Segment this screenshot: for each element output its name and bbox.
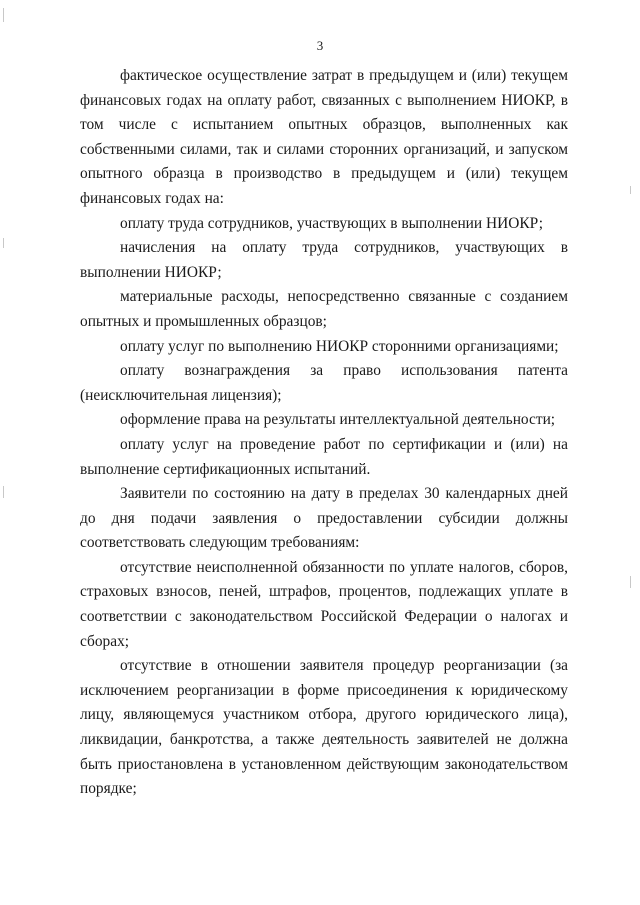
paragraph-staff-salary: оплату труда сотрудников, участвующих в выполнении НИОКР; <box>120 214 544 232</box>
paragraph-applicant-requirements: Заявители по состоянию на дату в пределах 30 календарных дней до дня подачи заявления о предоставлении субсидии должны соответствовать следующим требованиям: <box>80 485 568 552</box>
page-number: 3 <box>316 38 324 53</box>
left-edge-mark <box>3 486 4 498</box>
right-edge-mark <box>630 576 631 588</box>
document-body <box>80 64 568 802</box>
right-edge-mark <box>630 186 631 194</box>
paragraph-ip-registration: оформление права на результаты интеллектуальной деятельности; <box>120 411 556 429</box>
paragraph-no-reorganization: отсутствие в отношении заявителя процедур реорганизации (за исключением реорганизации в форме присоединения к юридическому лицу, являющемуся участником отбора, другого юридического лица), ликвидации, банкротства, а также деятельность заявителей не должна быть приостановлена в установленном действующим законодательством порядке; <box>80 657 568 798</box>
paragraph-third-party-services: оплату услуг по выполнению НИОКР сторонними организациями; <box>120 337 559 355</box>
paragraph-no-tax-debt: отсутствие неисполненной обязанности по уплате налогов, сборов, страховых взносов, пеней, штрафов, процентов, подлежащих уплате в соответствии с законодательством Российской Федерации о налогах и сборах; <box>80 558 568 650</box>
paragraph-material-costs: материальные расходы, непосредственно связанные с созданием опытных и промышленных образцов; <box>80 288 568 330</box>
paragraph-salary-charges: начисления на оплату труда сотрудников, участвующих в выполнении НИОКР; <box>80 239 568 281</box>
left-edge-mark <box>3 238 4 248</box>
paragraph-expenses-intro: фактическое осуществление затрат в предыдущем и (или) текущем финансовых годах на оплату работ, связанных с выполнением НИОКР, в том числе с испытанием опытных образцов, выполненных как собственными силами, так и силами сторонних организаций, и запуском опытного образца в производство в предыдущем и (или) текущем финансовых годах на: <box>80 67 568 207</box>
left-edge-mark <box>3 8 4 22</box>
paragraph-patent-fee: оплату вознаграждения за право использования патента (неисключительная лицензия); <box>80 362 568 404</box>
paragraph-certification: оплату услуг на проведение работ по сертификации и (или) на выполнение сертификационных испытаний. <box>80 435 568 478</box>
